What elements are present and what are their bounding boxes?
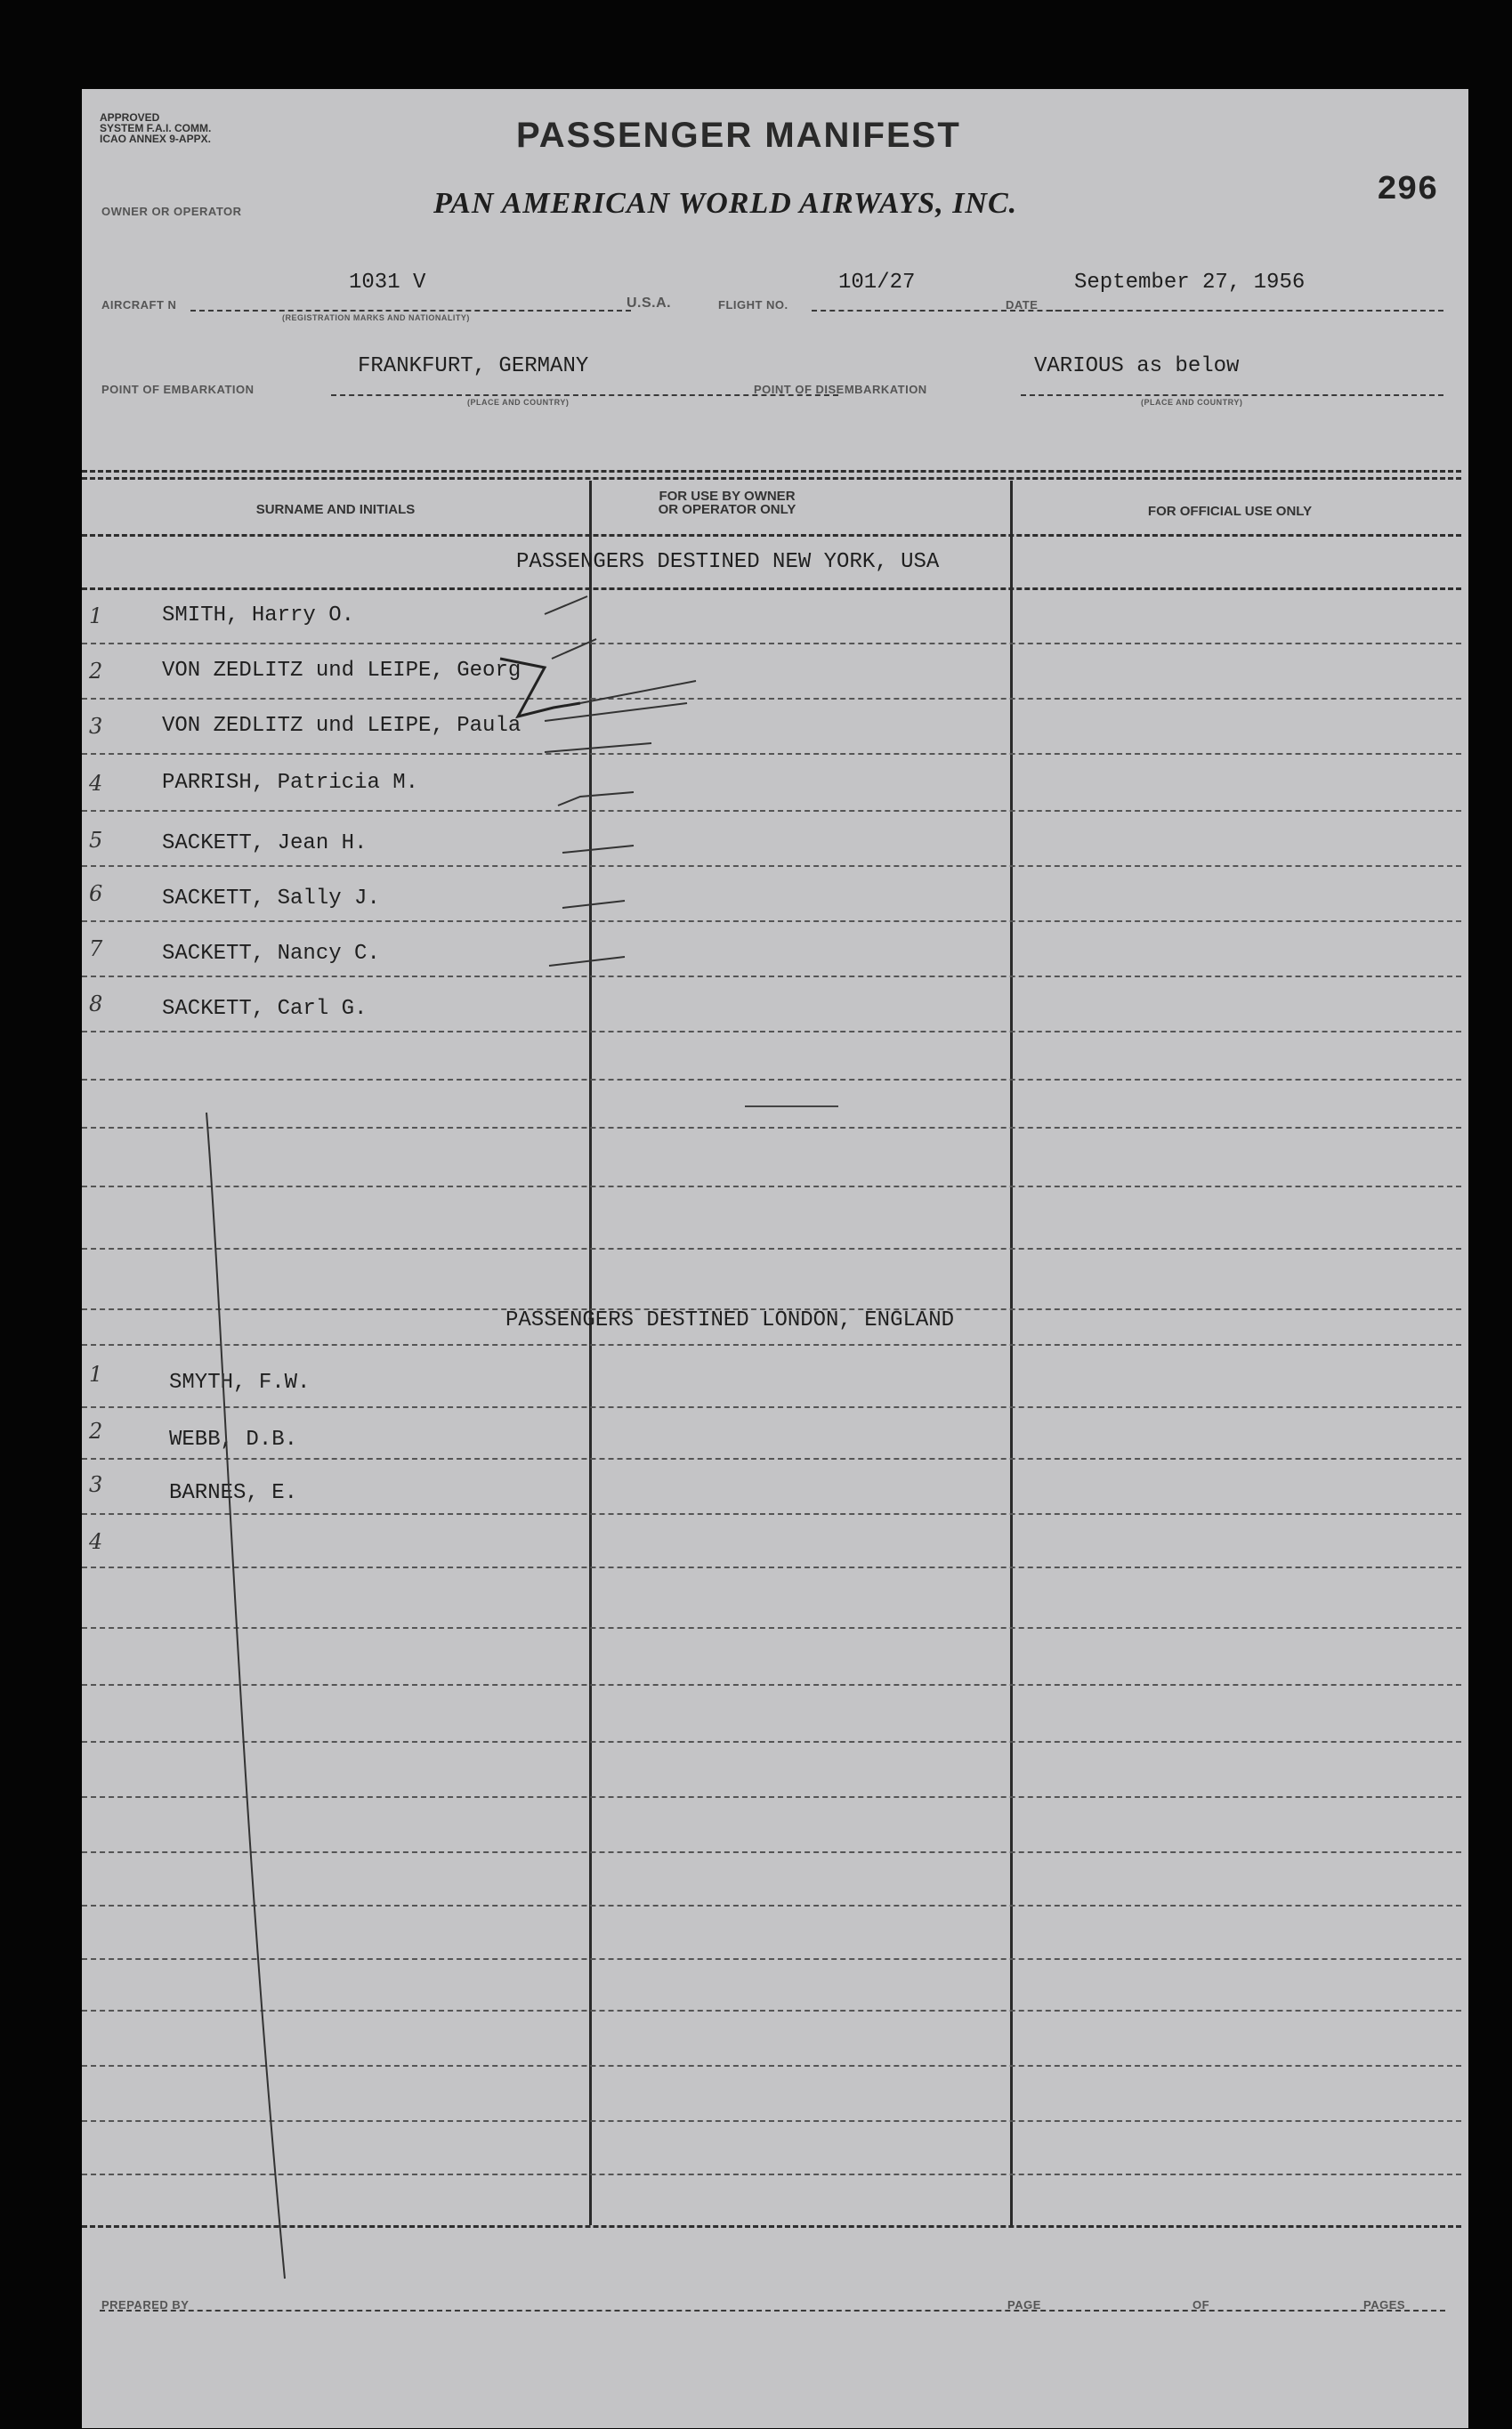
date-label: DATE [1006,298,1039,312]
passenger-number: 2 [89,1419,103,1444]
usa-label: U.S.A. [627,296,672,311]
passenger-number: 2 [89,659,103,684]
flight-value: 101/27 [838,271,916,295]
disembarkation-value: VARIOUS as below [1034,354,1240,378]
passenger-number: 3 [89,714,103,739]
passenger-name: SMITH, Harry O. [162,603,355,627]
passenger-name: SACKETT, Sally J. [162,887,380,911]
embarkation-label: POINT OF EMBARKATION [101,383,255,396]
approval-stamp: APPROVED SYSTEM F.A.I. COMM. ICAO ANNEX 9-APPX. [100,111,212,145]
page-title: PASSENGER MANIFEST [516,116,961,155]
disembarkation-label: POINT OF DISEMBARKATION [754,383,927,396]
passenger-name: PARRISH, Patricia M. [162,771,419,795]
passenger-name: BARNES, E. [169,1481,298,1505]
passenger-number: 6 [89,881,103,906]
passenger-number: 4 [89,1529,103,1554]
embarkation-caption: (PLACE AND COUNTRY) [467,398,570,407]
passenger-number: 7 [89,936,103,961]
check-mark [552,639,596,659]
passenger-number: 1 [89,1362,103,1387]
passenger-name: SMYTH, F.W. [169,1371,311,1395]
column-header-owner-use: FOR USE BY OWNER OR OPERATOR ONLY [658,489,796,517]
section-heading-london: PASSENGERS DESTINED LONDON, ENGLAND [505,1308,955,1332]
check-mark [549,957,625,966]
check-mark [545,596,587,614]
column-header-surname: SURNAME AND INITIALS [255,502,416,517]
pages-label: PAGES [1363,2298,1406,2312]
date-value: September 27, 1956 [1074,271,1306,295]
flight-label: FLIGHT NO. [718,298,788,312]
check-mark [562,846,634,853]
margin-line [206,1113,285,2279]
passenger-name: SACKETT, Carl G. [162,997,368,1021]
check-mark [562,901,625,908]
bracket-mark [500,659,580,717]
passenger-name: WEBB, D.B. [169,1428,298,1452]
disembarkation-caption: (PLACE AND COUNTRY) [1141,398,1243,407]
prepared-by-label: PREPARED BY [101,2298,190,2312]
manifest-page [82,89,1468,2428]
passenger-number: 1 [89,603,103,628]
pencil-marks [82,89,1468,2428]
passenger-name: SACKETT, Nancy C. [162,942,380,966]
check-mark [580,681,696,703]
owner-label: OWNER OR OPERATOR [101,205,242,218]
passenger-name: SACKETT, Jean H. [162,831,368,855]
page-number: 296 [1377,171,1438,209]
passenger-number: 4 [89,771,103,796]
passenger-name: VON ZEDLITZ und LEIPE, Paula [162,714,522,738]
check-mark [558,792,634,806]
passenger-name: VON ZEDLITZ und LEIPE, Georg [162,659,522,683]
of-label: OF [1193,2298,1210,2312]
owner-name: PAN AMERICAN WORLD AIRWAYS, INC. [433,187,1018,220]
passenger-number: 8 [89,992,103,1016]
page-label: PAGE [1007,2298,1041,2312]
section-heading-new-york: PASSENGERS DESTINED NEW YORK, USA [516,550,940,574]
passenger-number: 5 [89,828,103,853]
aircraft-label: AIRCRAFT N [101,298,177,312]
registration-caption: (REGISTRATION MARKS AND NATIONALITY) [282,313,470,322]
column-header-official-use: FOR OFFICIAL USE ONLY [1147,504,1313,519]
embarkation-value: FRANKFURT, GERMANY [358,354,589,378]
check-mark [545,743,651,752]
passenger-number: 3 [89,1472,103,1497]
aircraft-value: 1031 V [349,271,426,295]
